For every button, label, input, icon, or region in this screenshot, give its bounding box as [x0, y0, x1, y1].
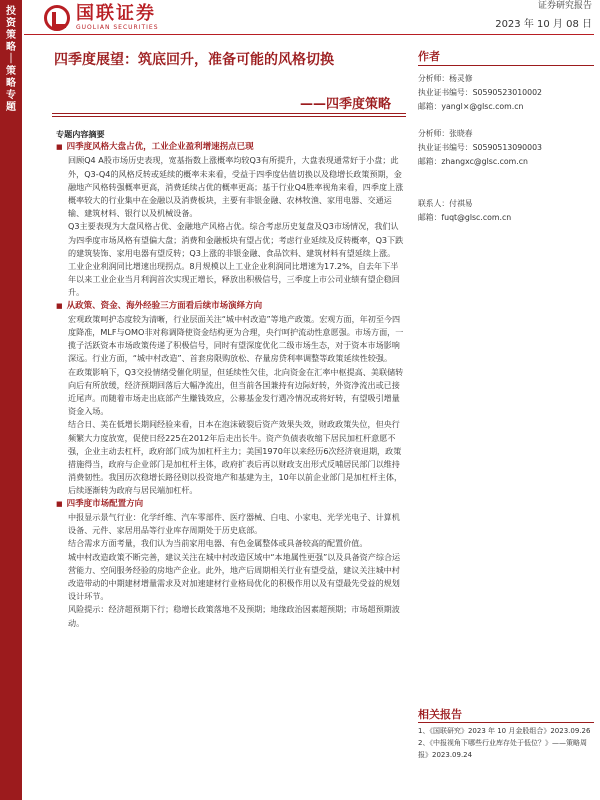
author-info-row: 分析师：张晓春	[418, 129, 473, 139]
author-info-row: 执业证书编号：S0590523010002	[418, 87, 543, 97]
header-divider	[24, 34, 594, 35]
section-heading-text: 四季度风格大盘占优，工业企业盈利增速拐点已现	[66, 142, 254, 153]
section-heading-text: 从政策、资金、海外经验三方面看后续市场演绎方向	[66, 300, 263, 311]
bullet-icon: ■	[56, 499, 63, 508]
logo-icon	[44, 5, 70, 31]
section-heading	[56, 300, 406, 313]
author-spacer	[418, 113, 594, 127]
author-rows	[418, 72, 594, 224]
related-label: 相关报告	[418, 709, 594, 723]
report-type: 证券研究报告	[537, 1, 592, 11]
title-divider-1	[52, 113, 406, 114]
author-spacer	[418, 169, 594, 183]
authors-label: 作者	[418, 48, 594, 66]
logo	[44, 4, 159, 31]
related-report-link[interactable]: 1、《国联研究》2023 年 10 月金股组合》2023.09.26	[418, 727, 591, 735]
page-subtitle: ——四季度策略	[300, 97, 392, 112]
paragraph: 结合日、美在低增长期间经验来看，日本在泡沫破裂后资产效果失效，财政政策失位，但央行频繁大力度放宽，促使日经225在2012年后走出长牛。资产负债表收缩下居民加杠杆意愿不强，企业主动去杠杆，政府部门成为加杠杆主力；美国1970年以来经历6次经济衰退期，政策措施得当，政府与企业部门是加杠杆主体，政府扩表后再以财政支出形式反哺居民部门以维持消费韧性。我国历次稳增长路径则以投资地产和基建为主，10年以前企业部门是加杠杆主体，后续逐渐转为政府与居民端加杠杆。	[68, 419, 403, 496]
title-divider-2	[52, 116, 406, 117]
summary-body	[56, 128, 406, 630]
paragraph: 风险提示：经济超预期下行；稳增长政策落地不及预期；地缘政治因素超预期；市场超预期波动。	[68, 604, 400, 628]
summary-sections	[56, 141, 406, 630]
logo-cn: 国联证券	[76, 3, 156, 24]
author-info-row: 邮箱：yangl×@glsc.com.cn	[418, 101, 524, 111]
related-reports	[418, 709, 594, 761]
author-info-row: 分析师：杨灵修	[418, 74, 473, 83]
section-heading-text: 四季度市场配置方向	[66, 498, 144, 509]
paragraph: 结合需求方面考量，我们认为当前家用电器、有色金属整体或具备较高的配置价值。	[68, 538, 368, 549]
page-title: 四季度展望：筑底回升，准备可能的风格切换	[54, 52, 334, 68]
paragraph: Q3主要表现为大盘风格占优、金融地产风格占优。综合考虑历史复盘及Q3市场情况，我们认为四季度市场风格有望偏大盘；消费和金融板块有望占优；考虑行业延续及反转概率，Q3下跌的建筑装饰、家用电器有望反转；Q3上涨的非银金融、食品饮料、建筑材料有望延续上涨。	[68, 221, 404, 258]
sidebar	[0, 0, 22, 800]
bullet-icon: ■	[56, 301, 63, 310]
related-report-link[interactable]: 2、《中报视角下哪些行业库存处于低位？》——策略周报》2023.09.24	[418, 739, 587, 759]
paragraph: 城中村改造政策不断完善，建议关注在城中村改造区域中“本地属性更强”以及具备资产综合运营能力、空间服务经验的房地产企业。此外，地产后周期相关行业有望受益，建议关注城中村改造带动的中期建材增量需求及对加速建材行业格局优化的积极作用以及有望最先受益的规划设计环节。	[68, 551, 401, 602]
author-info-row: 联系人：付祺易	[418, 198, 473, 208]
related-items	[418, 725, 594, 761]
paragraph: 回顾Q4 A股市场历史表现，宽基指数上涨概率均较Q3有所提升，大盘表现通常好于小盘；此外，Q3-Q4的风格反转或延续的概率未来看，受益于四季度估值切换以及稳增长政策预期，金融地产风格转强概率更高，消费延续占优的概率更高；基于行业Q4胜率视角来看，四季度上涨概率较大的行业集中在金融以及消费板块，主要有非银金融、农林牧渔、家用电器、交通运输、建筑材料、银行以及机械设备。	[68, 155, 404, 219]
bullet-icon: ■	[56, 143, 63, 152]
logo-en: GUOLIAN SECURITIES	[76, 24, 159, 31]
section-heading	[56, 498, 406, 511]
author-info-row: 邮箱：fuqt@glsc.com.cn	[418, 212, 512, 222]
paragraph: 宏观政策呵护态度较为清晰，行业层面关注“城中村改造”等地产政策。宏观方面，年初至今四度降准，MLF与OMO非对称调降使资金结构更为合理，央行呵护流动性意愿强。市场方面，一揽子活跃资本市场政策传递了积极信号，同时有望深度优化二级市场生态，对于资本市场影响深远。行业方面，“城中村改造”、首套房限购放松、存量房贷利率调整等政策延续性较强。	[68, 313, 404, 364]
report-date: 2023 年 10 月 08 日	[495, 19, 592, 30]
summary-label: 专题内容摘要	[56, 129, 105, 139]
author-spacer	[418, 183, 594, 197]
paragraph: 工业企业利润同比增速出现拐点。8月规模以上工业企业利润同比增速为17.2%，自去年下半年以来工业企业当月利润首次实现正增长，释放出积极信号，三季度上市公司业绩有望企稳回升。	[68, 261, 400, 298]
author-info-row: 执业证书编号：S0590513090003	[418, 143, 543, 153]
paragraph: 中报显示景气行业：化学纤维、汽车零部件、医疗器械、白电、小家电、光学光电子、计算机设备、元件、家居用品等行业库存周期处于历史底部。	[68, 511, 400, 536]
paragraph: 在政策影响下，Q3交投情绪受催化明显，但延续性欠佳，北向资金在汇率中枢提高、美联储转向后有所放缓，经济预期回落后大幅净流出，但当前各国兼持有边际好转，外资净流出或已接近尾声。而随着市场走出底部产生赚钱效应，公募基金发行遇冷情况或将好转，有望吸引增量资金入场。	[68, 366, 404, 417]
author-info-row: 邮箱：zhangxc@glsc.com.cn	[418, 156, 528, 166]
section-heading	[56, 141, 406, 154]
sidebar-text: 投资策略｜策略专题	[6, 6, 16, 113]
authors-panel	[418, 48, 594, 224]
